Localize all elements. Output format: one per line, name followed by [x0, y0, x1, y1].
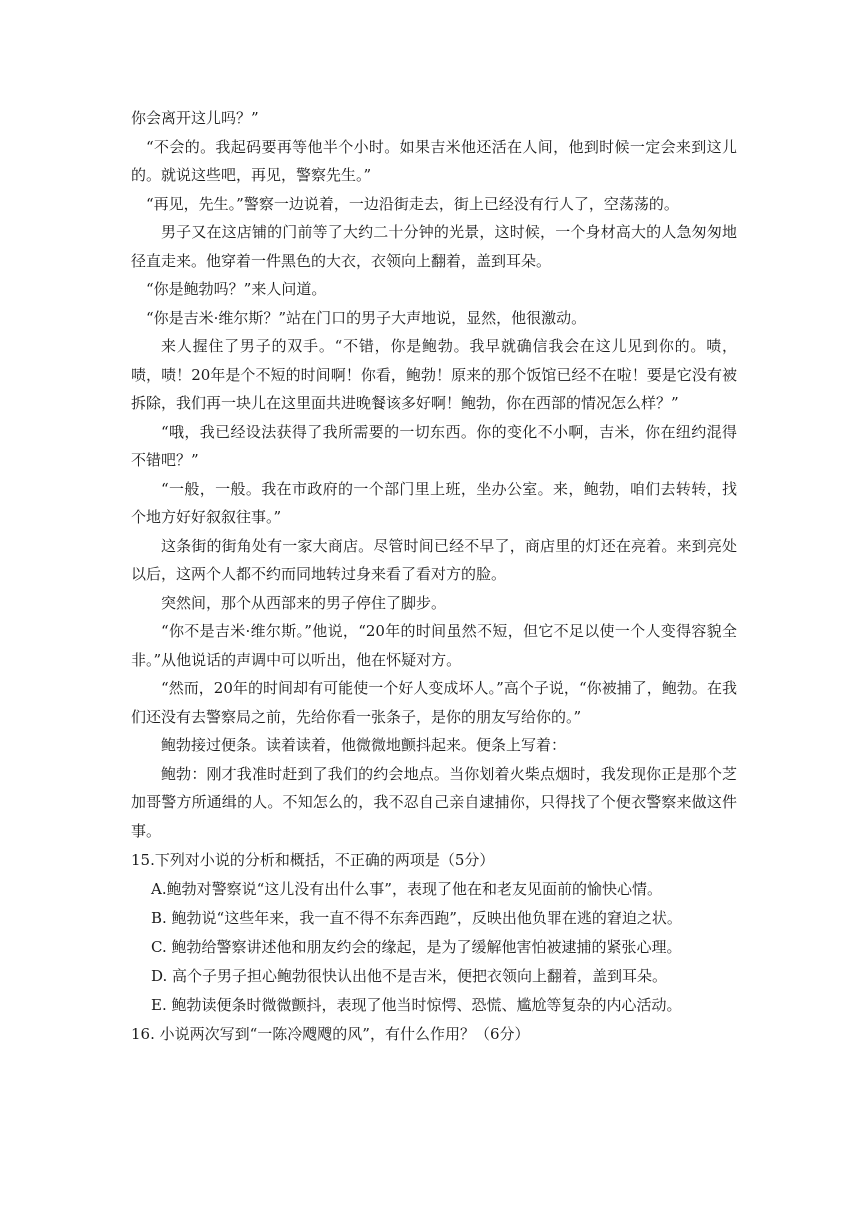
paragraph: 来人握住了男子的双手。“不错，你是鲍勃。我早就确信我会在这儿见到你的。啧，啧，啧！20年是个不短的时间啊！你看，鲍勃！原来的那个饭馆已经不在啦！要是它没有被拆除，我们再一块儿在这里面共进晚餐该多好啊！鲍勃，你在西部的情况怎么样？”	[131, 337, 737, 412]
paragraph: “你是吉米·维尔斯？”站在门口的男子大声地说，显然，他很激动。	[146, 308, 587, 327]
document-page	[131, 104, 737, 1048]
paragraph: 突然间，那个从西部来的男子停住了脚步。	[161, 593, 447, 612]
option-b: B. 鲍勃说“这些年来，我一直不得不东奔西跑”，反映出他负罪在逃的窘迫之状。	[151, 908, 682, 927]
option-a: A.鲍勃对警察说“这儿没有出什么事”，表现了他在和老友见面前的愉快心情。	[151, 879, 662, 898]
question-15-stem: 15.下列对小说的分析和概括，不正确的两项是（5分）	[131, 851, 495, 869]
paragraph: 男子又在这店铺的门前等了大约二十分钟的光景，这时候，一个身材高大的人急匆匆地径直走来。他穿着一件黑色的大衣，衣领向上翻着，盖到耳朵。	[131, 223, 737, 270]
paragraph: “然而，20年的时间却有可能使一个好人变成坏人。”高个子说，“你被捕了，鲍勃。在我们还没有去警察局之前，先给你看一张条子，是你的朋友写给你的。”	[131, 679, 737, 726]
paragraph: “哦，我已经设法获得了我所需要的一切东西。你的变化不小啊，吉米，你在纽约混得不错吧？”	[131, 422, 737, 469]
paragraph: “一般，一般。我在市政府的一个部门里上班，坐办公室。来，鲍勃，咱们去转转，找个地方好好叙叙往事。”	[131, 479, 737, 526]
paragraph: “不会的。我起码要再等他半个小时。如果吉米他还活在人间，他到时候一定会来到这儿的。就说这些吧，再见，警察先生。”	[131, 137, 737, 184]
paragraph: 你会离开这儿吗？”	[131, 109, 259, 127]
paragraph: 这条街的街角处有一家大商店。尽管时间已经不早了，商店里的灯还在亮着。来到亮处以后，这两个人都不约而同地转过身来看了看对方的脸。	[131, 536, 737, 583]
question-16-stem: 16. 小说两次写到“一陈冷飕飕的风”，有什么作用？（6分）	[131, 1024, 530, 1043]
paragraph: “再见，先生。”警察一边说着，一边沿街走去，街上已经没有行人了，空荡荡的。	[146, 194, 679, 213]
note-paragraph: 鲍勃：刚才我准时赶到了我们的约会地点。当你划着火柴点烟时，我发现你正是那个芝加哥警方所通缉的人。不知怎么的，我不忍自己亲自逮捕你，只得找了个便衣警察来做这件事。	[131, 764, 737, 840]
option-c: C. 鲍勃给警察讲述他和朋友约会的缘起，是为了缓解他害怕被逮捕的紧张心理。	[151, 937, 682, 956]
paragraph: 鲍勃接过便条。读着读着，他微微地颤抖起来。便条上写着：	[161, 736, 567, 754]
paragraph: “你不是吉米·维尔斯。”他说，“20年的时间虽然不短，但它不足以使一个人变得容貌全非。”从他说话的声调中可以听出，他在怀疑对方。	[131, 622, 737, 669]
option-d: D. 高个子男子担心鲍勃很快认出他不是吉米，便把衣领向上翻着，盖到耳朵。	[151, 966, 668, 985]
paragraph: “你是鲍勃吗？”来人问道。	[146, 280, 327, 298]
option-e: E. 鲍勃读便条时微微颤抖，表现了他当时惊愕、恐慌、尴尬等复杂的内心活动。	[151, 995, 682, 1014]
